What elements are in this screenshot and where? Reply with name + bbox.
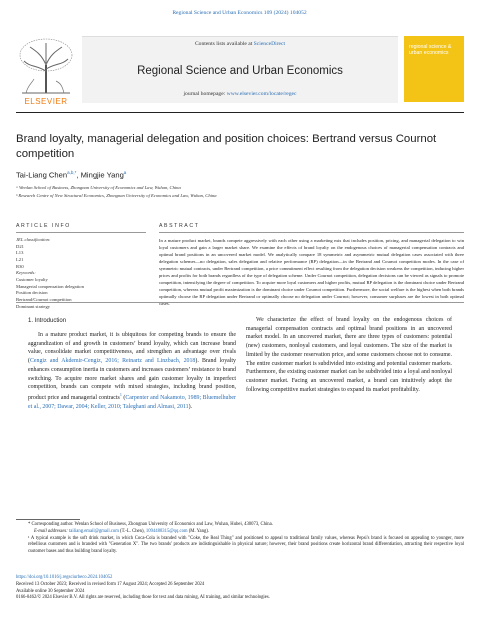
citation-link[interactable]: Cengiz and Akdemir-Cengiz, 2016; Reinartz and Linzbach, 2018 (29, 358, 196, 365)
email-note: E-mail addresses: tailiang.email@gmail.com (T.-L. Chen), 1094488315@qq.com (M. Yang). (34, 528, 210, 534)
jel-code: L21 (16, 256, 24, 262)
email-link[interactable]: tailiang.email@gmail.com (68, 528, 119, 534)
contents-line: Contents lists available at ScienceDirect (194, 41, 286, 47)
available-online: Available online 30 September 2024 (16, 588, 85, 594)
jel-code: D21 (16, 243, 24, 249)
keywords-label: Keywords: (16, 270, 36, 276)
affiliation-b: ᵇ Research Centre of New Structural Economics, Zhongnan University of Economics and Law, Wuhan, China (16, 193, 217, 198)
journal-cover-thumbnail[interactable] (404, 36, 464, 102)
keyword: Bertrand/Cournot competition (16, 296, 72, 302)
abstract-text: In a mature product market, brands compete aggressively with each other using a marketing mix that includes position, pricing, and managerial delegation to win loyal customers and gain a larger market share. We examine the effects of brand loyalty on the endogenous choices of managerial compensation contracts and optimal brand positions in an uncovered market model. We analytically compare 18 symmetric and asymmetric mutual delegation cases associated with three delegation schemes—no delegation, sales delegation and relative performance (RP) delegation—in the Bertrand and Cournot competition modes. In the case of symmetric mutual contracts, under Bertrand competition, a price commitment effect resulting from the delegation decision weakens the competition, inducing higher prices and profits for both brands regardless of the type of delegation scheme. Under Cournot competition, delegation decisions can be viewed as signals to promote competition, intensifying the degree of competition. To acquire more loyal customers and higher profits, mutual RP delegation is the dominant choice under Bertrand competition, whereas mutual profit maximization is the dominant choice under Cournot competition. Furthermore, the social welfare is the highest when both brands optimally choose the RP delegation under Bertrand or optimally choose no delegation under Cournot; however, consumer surpluses are the lowest in both optimal cases. (159, 238, 464, 306)
journal-homepage: journal homepage: www.elsevier.com/locate/regec (183, 91, 297, 97)
keyword: Dominant strategy (16, 303, 51, 309)
corresponding-author-note: * Corresponding author. Wenlan School of Business, Zhongnan University of Economics and Law, Wuhan, Hubei, 430073, China. (28, 522, 273, 527)
jel-code: R30 (16, 263, 24, 269)
keyword: Managerial compensation delegation (16, 283, 84, 289)
elsevier-tree-logo (16, 35, 76, 105)
author-marks[interactable]: a,b,* (67, 170, 77, 175)
jel-code: L13 (16, 250, 24, 256)
abstract-bottom-rule (16, 302, 464, 303)
paper-title: Brand loyalty, managerial delegation and position choices: Bertrand versus Cournot competition (16, 133, 437, 161)
footnote-separator (16, 519, 80, 520)
cover-title: regional science & urban economics (409, 44, 452, 57)
abstract-heading: ABSTRACT (159, 223, 200, 229)
keyword: Customer loyalty (16, 276, 48, 282)
affiliation-a: ᵃ Wenlan School of Business, Zhongnan University of Economics and Law, Wuhan, China (16, 185, 181, 190)
footnotes (16, 522, 464, 556)
homepage-link[interactable]: www.elsevier.com/locate/regec (226, 91, 297, 97)
author-marks[interactable]: a (123, 170, 127, 175)
doi-link[interactable]: https://doi.org/10.1016/j.regsciurbeco.2024.104052 (16, 575, 113, 580)
journal-citation[interactable]: Regional Science and Urban Economics 109 (2024) 104052 (172, 10, 307, 16)
email-link[interactable]: 1094488315@qq.com (145, 528, 188, 534)
intro-paragraph-1: In a mature product market, it is ubiquitous for competing brands to ensure the aggrandization of and growth in customers’ brand loyalty, which can increase brand value, consolidate market competitiveness, and strengthen an advantage over rivals (Cengiz and Akdemir-Cengiz, 2016; Reinartz and Linzbach, 2018). Brand loyalty enhances consumption inertia in customers and increases customers’ resistance to brand switching. To acquire more market shares and gain customer loyalty in imperfect competition, brands can compete with mixed strategies, including brand position, product price and managerial contracts$^1$ (Carpenter and Nakamoto, 1989; Bluemelhuber et al., 2007; Dawar, 2004; Keller, 2010; Taleghani and Almasi, 2011). (28, 332, 237, 410)
author-list: Tai-Liang Chen$^{a,b,*}$, Mingjie Yang$^a$ (16, 170, 127, 180)
article-info-rule (16, 232, 146, 233)
author-name: Tai-Liang Chen (16, 170, 68, 180)
elsevier-wordmark: ELSEVIER (24, 97, 68, 106)
received-dates: Received 13 October 2023; Received in revised form 17 August 2024; Accepted 26 September 2024 (16, 581, 205, 587)
header-rule (16, 112, 464, 113)
footnote-ref[interactable]: 1 (119, 392, 122, 398)
publication-info (16, 575, 464, 602)
intro-paragraph-2: We characterize the effect of brand loyalty on the endogenous choices of managerial compensation contracts and optimal brand positions in an uncovered market model. In an uncovered market, there are three types of customers: potential (new) customers, nonloyal customers, and loyal customers. The size of the market is limited by the customer reservation price, and some customers choose not to consume. The entire customer market is subdivided into existing and potential customer markets. Furthermore, the existing customer market can be subdivided into a loyal and nonloyal customer market. Facing an uncovered market, a brand can intuitively adopt the following competitive market strategies to expand its market profitability. (246, 317, 452, 393)
author-name: Mingjie Yang (80, 170, 124, 180)
article-info-list (16, 237, 146, 310)
citation-link[interactable]: Carpenter and Nakamoto, 1989; Bluemelhuber et al., 2007; Dawar, 2004; Keller, 2010; Taleghani and Almasi, 2011 (28, 395, 237, 410)
jel-label: JEL classification: (16, 237, 51, 242)
journal-title: Regional Science and Urban Economics (137, 65, 343, 77)
sciencedirect-link[interactable]: ScienceDirect (253, 41, 286, 47)
section-heading-introduction: 1. Introduction (28, 318, 67, 324)
article-info-heading: ARTICLE INFO (16, 223, 71, 229)
abstract-rule (159, 232, 464, 233)
footnote-1: ¹ A typical example is the soft drink market, in which Coca-Cola is branded with "Coke, the Real Thing" and positioned to appeal to traditional family values, whereas Pepsi's brand is focused on appealing to younger, more rebellious customers and is branded with "Generation X". The two brands' products are indistinguishable in physical nature; however, their brand positions create horizontal brand differentiation, attracting their respective loyal customer bases and thus building brand loyalty. (28, 535, 464, 555)
keyword: Position decision (16, 290, 48, 296)
copyright: 0166-0462/© 2024 Elsevier B.V. All rights are reserved, including those for text and data mining, AI training, and similar technologies. (16, 595, 270, 601)
